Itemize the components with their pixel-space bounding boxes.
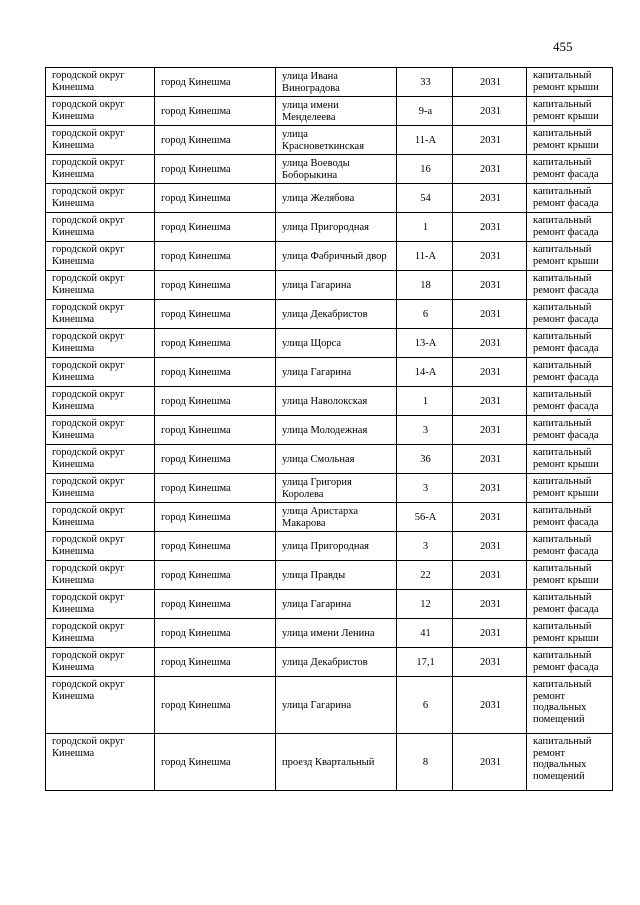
cell-year: 2031 xyxy=(453,126,527,155)
cell-house: 6 xyxy=(397,677,453,734)
cell-city: город Кинешма xyxy=(155,184,276,213)
cell-work: капитальный ремонт подвальных помещений xyxy=(527,734,613,791)
cell-year: 2031 xyxy=(453,213,527,242)
table-row xyxy=(46,619,613,648)
cell-city: город Кинешма xyxy=(155,532,276,561)
cell-work: капитальный ремонт фасада xyxy=(527,416,613,445)
cell-house: 17,1 xyxy=(397,648,453,677)
table-row xyxy=(46,68,613,97)
cell-street: улица Пригородная xyxy=(276,213,397,242)
cell-house: 3 xyxy=(397,416,453,445)
cell-district: городской округ Кинешма xyxy=(46,503,155,532)
table-row xyxy=(46,445,613,474)
cell-city: город Кинешма xyxy=(155,126,276,155)
cell-work: капитальный ремонт крыши xyxy=(527,474,613,503)
cell-street: улица Смольная xyxy=(276,445,397,474)
cell-year: 2031 xyxy=(453,387,527,416)
cell-district: городской округ Кинешма xyxy=(46,300,155,329)
cell-street: улица Пригородная xyxy=(276,532,397,561)
cell-house: 8 xyxy=(397,734,453,791)
table-row xyxy=(46,358,613,387)
cell-year: 2031 xyxy=(453,271,527,300)
table-row xyxy=(46,416,613,445)
cell-street: улица Ивана Виноградова xyxy=(276,68,397,97)
cell-work: капитальный ремонт фасада xyxy=(527,155,613,184)
cell-work: капитальный ремонт крыши xyxy=(527,97,613,126)
cell-year: 2031 xyxy=(453,532,527,561)
cell-house: 9-а xyxy=(397,97,453,126)
cell-district: городской округ Кинешма xyxy=(46,184,155,213)
cell-house: 14-А xyxy=(397,358,453,387)
table-row xyxy=(46,590,613,619)
table-row xyxy=(46,97,613,126)
cell-city: город Кинешма xyxy=(155,97,276,126)
cell-city: город Кинешма xyxy=(155,648,276,677)
table-row xyxy=(46,271,613,300)
cell-city: город Кинешма xyxy=(155,734,276,791)
cell-house: 11-А xyxy=(397,242,453,271)
cell-work: капитальный ремонт фасада xyxy=(527,271,613,300)
cell-year: 2031 xyxy=(453,561,527,590)
cell-house: 1 xyxy=(397,387,453,416)
cell-year: 2031 xyxy=(453,590,527,619)
cell-street: улица Молодежная xyxy=(276,416,397,445)
cell-city: город Кинешма xyxy=(155,474,276,503)
cell-year: 2031 xyxy=(453,734,527,791)
cell-year: 2031 xyxy=(453,68,527,97)
cell-street: улица Наволокская xyxy=(276,387,397,416)
cell-work: капитальный ремонт фасада xyxy=(527,387,613,416)
cell-work: капитальный ремонт фасада xyxy=(527,213,613,242)
cell-street: улица Гагарина xyxy=(276,358,397,387)
cell-work: капитальный ремонт фасада xyxy=(527,648,613,677)
cell-year: 2031 xyxy=(453,445,527,474)
cell-street: улица Декабристов xyxy=(276,300,397,329)
cell-city: город Кинешма xyxy=(155,358,276,387)
table-row xyxy=(46,474,613,503)
cell-district: городской округ Кинешма xyxy=(46,648,155,677)
cell-street: улица имени Ленина xyxy=(276,619,397,648)
cell-year: 2031 xyxy=(453,155,527,184)
cell-year: 2031 xyxy=(453,300,527,329)
cell-year: 2031 xyxy=(453,242,527,271)
cell-street: улица Фабричный двор xyxy=(276,242,397,271)
cell-house: 16 xyxy=(397,155,453,184)
cell-work: капитальный ремонт фасада xyxy=(527,300,613,329)
table-row xyxy=(46,648,613,677)
cell-house: 13-А xyxy=(397,329,453,358)
table-row xyxy=(46,677,613,734)
cell-city: город Кинешма xyxy=(155,416,276,445)
cell-district: городской округ Кинешма xyxy=(46,155,155,184)
cell-street: улица Красноветкинская xyxy=(276,126,397,155)
table-body xyxy=(46,68,613,791)
cell-house: 12 xyxy=(397,590,453,619)
cell-district: городской округ Кинешма xyxy=(46,416,155,445)
cell-city: город Кинешма xyxy=(155,387,276,416)
cell-work: капитальный ремонт крыши xyxy=(527,126,613,155)
cell-house: 18 xyxy=(397,271,453,300)
cell-year: 2031 xyxy=(453,677,527,734)
cell-district: городской округ Кинешма xyxy=(46,358,155,387)
cell-street: проезд Квартальный xyxy=(276,734,397,791)
table-row xyxy=(46,734,613,791)
table-row xyxy=(46,329,613,358)
cell-year: 2031 xyxy=(453,648,527,677)
cell-city: город Кинешма xyxy=(155,619,276,648)
cell-street: улица Декабристов xyxy=(276,648,397,677)
table-row xyxy=(46,561,613,590)
cell-work: капитальный ремонт крыши xyxy=(527,619,613,648)
cell-work: капитальный ремонт крыши xyxy=(527,242,613,271)
table-row xyxy=(46,213,613,242)
cell-city: город Кинешма xyxy=(155,242,276,271)
cell-street: улица Правды xyxy=(276,561,397,590)
cell-house: 36 xyxy=(397,445,453,474)
cell-district: городской округ Кинешма xyxy=(46,329,155,358)
table-row xyxy=(46,300,613,329)
cell-year: 2031 xyxy=(453,416,527,445)
cell-year: 2031 xyxy=(453,474,527,503)
cell-work: капитальный ремонт фасада xyxy=(527,358,613,387)
cell-district: городской округ Кинешма xyxy=(46,126,155,155)
cell-year: 2031 xyxy=(453,358,527,387)
cell-district: городской округ Кинешма xyxy=(46,474,155,503)
cell-district: городской округ Кинешма xyxy=(46,271,155,300)
cell-work: капитальный ремонт крыши xyxy=(527,561,613,590)
table-row xyxy=(46,503,613,532)
table-row xyxy=(46,184,613,213)
cell-house: 1 xyxy=(397,213,453,242)
cell-street: улица Гагарина xyxy=(276,677,397,734)
cell-city: город Кинешма xyxy=(155,590,276,619)
cell-district: городской округ Кинешма xyxy=(46,445,155,474)
cell-district: городской округ Кинешма xyxy=(46,68,155,97)
cell-work: капитальный ремонт фасада xyxy=(527,503,613,532)
cell-work: капитальный ремонт крыши xyxy=(527,445,613,474)
cell-year: 2031 xyxy=(453,97,527,126)
cell-house: 3 xyxy=(397,474,453,503)
cell-district: городской округ Кинешма xyxy=(46,532,155,561)
cell-street: улица Аристарха Макарова xyxy=(276,503,397,532)
cell-district: городской округ Кинешма xyxy=(46,590,155,619)
table-row xyxy=(46,387,613,416)
cell-house: 54 xyxy=(397,184,453,213)
cell-district: городской округ Кинешма xyxy=(46,213,155,242)
cell-work: капитальный ремонт фасада xyxy=(527,532,613,561)
cell-year: 2031 xyxy=(453,329,527,358)
cell-house: 6 xyxy=(397,300,453,329)
cell-house: 3 xyxy=(397,532,453,561)
cell-district: городской округ Кинешма xyxy=(46,619,155,648)
cell-work: капитальный ремонт фасада xyxy=(527,590,613,619)
cell-house: 11-А xyxy=(397,126,453,155)
table-row xyxy=(46,532,613,561)
cell-work: капитальный ремонт подвальных помещений xyxy=(527,677,613,734)
cell-city: город Кинешма xyxy=(155,445,276,474)
cell-district: городской округ Кинешма xyxy=(46,677,155,734)
cell-district: городской округ Кинешма xyxy=(46,242,155,271)
cell-house: 22 xyxy=(397,561,453,590)
cell-district: городской округ Кинешма xyxy=(46,561,155,590)
cell-work: капитальный ремонт фасада xyxy=(527,184,613,213)
cell-city: город Кинешма xyxy=(155,271,276,300)
cell-city: город Кинешма xyxy=(155,68,276,97)
cell-street: улица Щорса xyxy=(276,329,397,358)
cell-work: капитальный ремонт крыши xyxy=(527,68,613,97)
cell-district: городской округ Кинешма xyxy=(46,97,155,126)
cell-city: город Кинешма xyxy=(155,300,276,329)
cell-city: город Кинешма xyxy=(155,329,276,358)
cell-district: городской округ Кинешма xyxy=(46,734,155,791)
table-row xyxy=(46,155,613,184)
cell-city: город Кинешма xyxy=(155,213,276,242)
page-number: 455 xyxy=(553,39,573,54)
cell-district: городской округ Кинешма xyxy=(46,387,155,416)
cell-year: 2031 xyxy=(453,619,527,648)
cell-street: улица Воеводы Боборыкина xyxy=(276,155,397,184)
repair-schedule-table xyxy=(45,67,613,791)
cell-year: 2031 xyxy=(453,503,527,532)
cell-work: капитальный ремонт фасада xyxy=(527,329,613,358)
cell-street: улица Гагарина xyxy=(276,590,397,619)
cell-house: 33 xyxy=(397,68,453,97)
cell-street: улица Гагарина xyxy=(276,271,397,300)
cell-street: улица Григория Королева xyxy=(276,474,397,503)
table-row xyxy=(46,126,613,155)
table-row xyxy=(46,242,613,271)
cell-year: 2031 xyxy=(453,184,527,213)
cell-street: улица Желябова xyxy=(276,184,397,213)
cell-city: город Кинешма xyxy=(155,155,276,184)
cell-street: улица имени Менделеева xyxy=(276,97,397,126)
cell-house: 41 xyxy=(397,619,453,648)
cell-city: город Кинешма xyxy=(155,677,276,734)
cell-house: 56-А xyxy=(397,503,453,532)
cell-city: город Кинешма xyxy=(155,503,276,532)
cell-city: город Кинешма xyxy=(155,561,276,590)
